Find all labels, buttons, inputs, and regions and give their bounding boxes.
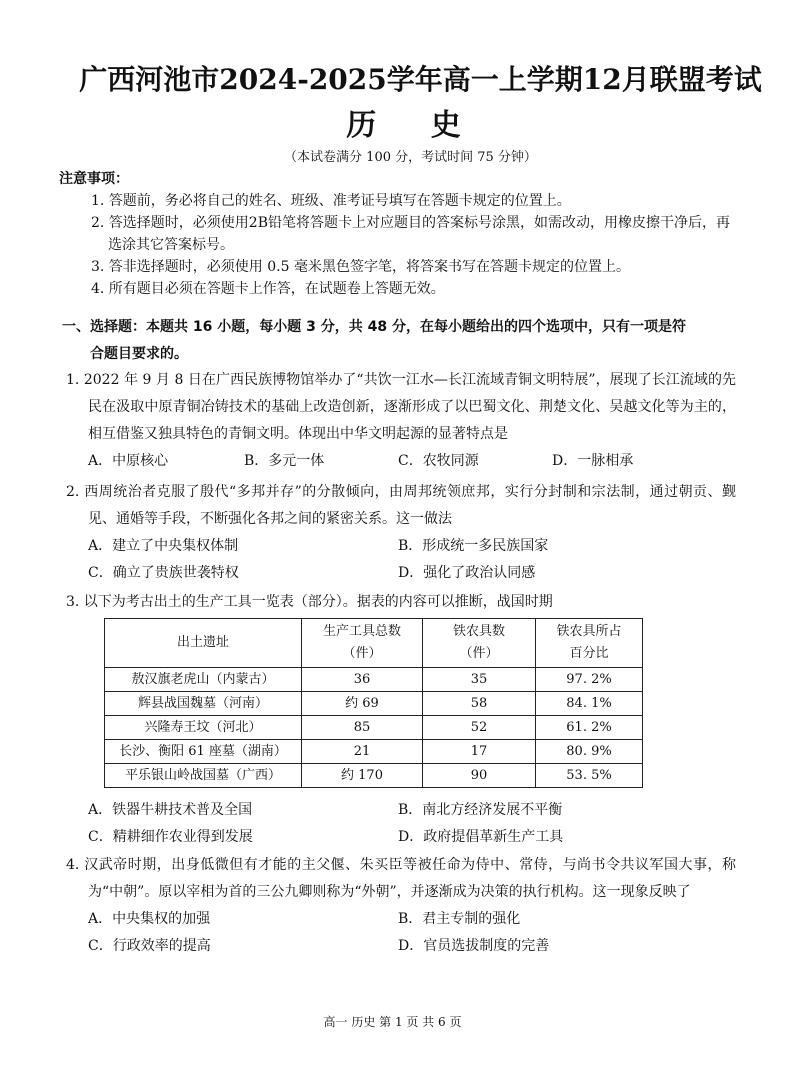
table-cell: 长沙、衡阳 61 座墓（湖南）	[105, 740, 302, 764]
option-a: A．铁器牛耕技术普及全国	[88, 802, 253, 818]
table-row	[105, 692, 643, 716]
table-cell: 35	[423, 668, 536, 692]
table-cell: 21	[302, 740, 423, 764]
section-heading-line1: 一、选择题：本题共 16 小题，每小题 3 分，共 48 分，在每小题给出的四个选项中，只有一项是符	[62, 319, 686, 335]
option-b: B．南北方经济发展不平衡	[398, 802, 563, 818]
notice-item: 2. 答选择题时，必须使用2B铅笔将答题卡上对应题目的答案标号涂黑，如需改动，用橡皮擦干净后，再选涂其它答案标号。	[91, 215, 731, 253]
table-row	[105, 716, 643, 740]
options-row	[66, 797, 736, 824]
table-cell: 兴隆寿王坟（河北）	[105, 716, 302, 740]
table-cell: 17	[423, 740, 536, 764]
question-4	[66, 852, 736, 960]
table-cell: 80. 9%	[536, 740, 643, 764]
tools-table	[104, 618, 643, 788]
table-header-cell: 铁农具所占 百分比	[536, 619, 643, 668]
question-stem: 2. 西周统治者克服了殷代“多邦并存”的分散倾向，由周邦统领庶邦，实行分封制和宗法制，通过朝贡、觐见、通婚等手段，不断强化各邦之间的紧密关系。这一做法	[66, 484, 736, 527]
table-row	[105, 740, 643, 764]
question-2	[66, 479, 736, 587]
option-a: A．中原核心	[88, 453, 169, 469]
question-stem: 4. 汉武帝时期，出身低微但有才能的主父偃、朱买臣等被任命为侍中、常侍，与尚书令共议军国大事，称为“中朝”。原以宰相为首的三公九卿则称为“外朝”，并逐渐成为决策的执行机构。这一现象反映了	[66, 857, 736, 900]
table-header-cell: 生产工具总数 （件）	[302, 619, 423, 668]
table-cell: 36	[302, 668, 423, 692]
table-cell: 辉县战国魏墓（河南）	[105, 692, 302, 716]
question-stem: 1. 2022 年 9 月 8 日在广西民族博物馆举办了“共饮一江水—长江流域青铜文明特展”，展现了长江流域的先民在汲取中原青铜冶铸技术的基础上改造创新，逐渐形成了以巴蜀文化、荆楚文化、吴越文化等为主的，相互借鉴又独具特色的青铜文明。体现出中华文明起源的显著特点是	[66, 372, 736, 442]
exam-title: 广西河池市2024-2025学年高一上学期12月联盟考试	[79, 63, 762, 96]
options-row	[66, 533, 736, 560]
option-d: D．官员选拔制度的完善	[398, 938, 550, 954]
table-row	[105, 668, 643, 692]
options-row	[66, 906, 736, 933]
notice-item: 1. 答题前，务必将自己的姓名、班级、准考证号填写在答题卡规定的位置上。	[91, 193, 571, 209]
option-c: C．精耕细作农业得到发展	[88, 829, 253, 845]
table-cell: 84. 1%	[536, 692, 643, 716]
section-heading	[62, 314, 732, 368]
option-b: B．多元一体	[244, 453, 325, 469]
question-3-options	[66, 797, 736, 851]
notice-block	[60, 168, 740, 300]
table-header-cell: 铁农具数 （件）	[423, 619, 536, 668]
question-stem: 3. 以下为考古出土的生产工具一览表（部分）。据表的内容可以推断，战国时期	[66, 594, 553, 610]
table-header-cell: 出土遗址	[105, 619, 302, 668]
option-a: A．中央集权的加强	[88, 911, 211, 927]
table-row	[105, 764, 643, 788]
table-cell: 61. 2%	[536, 716, 643, 740]
options-row	[66, 933, 736, 960]
exam-note: （本试卷满分 100 分，考试时间 75 分钟）	[284, 150, 537, 165]
notice-heading: 注意事项：	[59, 171, 129, 187]
table-cell: 97. 2%	[536, 668, 643, 692]
table-cell: 敖汉旗老虎山（内蒙古）	[105, 668, 302, 692]
question-1	[66, 367, 736, 475]
table-header-row	[105, 619, 643, 668]
notice-item: 3. 答非选择题时，必须使用 0.5 毫米黑色签字笔，将答案书写在答题卡规定的位置上。	[91, 259, 630, 275]
table-cell: 约 170	[302, 764, 423, 788]
options-row	[66, 560, 736, 587]
option-d: D．政府提倡革新生产工具	[398, 829, 564, 845]
option-d: D．一脉相承	[552, 453, 634, 469]
page-footer: 高一 历史 第 1 页 共 6 页	[323, 1015, 462, 1029]
option-c: C．农牧同源	[398, 453, 479, 469]
option-b: B．君主专制的强化	[398, 911, 521, 927]
option-c: C．确立了贵族世袭特权	[88, 565, 239, 581]
notice-item: 4. 所有题目必须在答题卡上作答，在试题卷上答题无效。	[91, 281, 445, 297]
option-c: C．行政效率的提高	[88, 938, 211, 954]
table-cell: 90	[423, 764, 536, 788]
options-row	[66, 448, 736, 475]
option-d: D．强化了政治认同感	[398, 565, 536, 581]
table-cell: 53. 5%	[536, 764, 643, 788]
table-cell: 约 69	[302, 692, 423, 716]
section-heading-line2: 合题目要求的。	[90, 346, 188, 362]
option-b: B．形成统一多民族国家	[398, 538, 549, 554]
subject-title: 历 史	[346, 108, 483, 143]
options-row	[66, 824, 736, 851]
option-a: A．建立了中央集权体制	[88, 538, 239, 554]
table-cell: 85	[302, 716, 423, 740]
table-cell: 平乐银山岭战国墓（广西）	[105, 764, 302, 788]
table-cell: 58	[423, 692, 536, 716]
table-cell: 52	[423, 716, 536, 740]
question-3	[66, 589, 736, 616]
